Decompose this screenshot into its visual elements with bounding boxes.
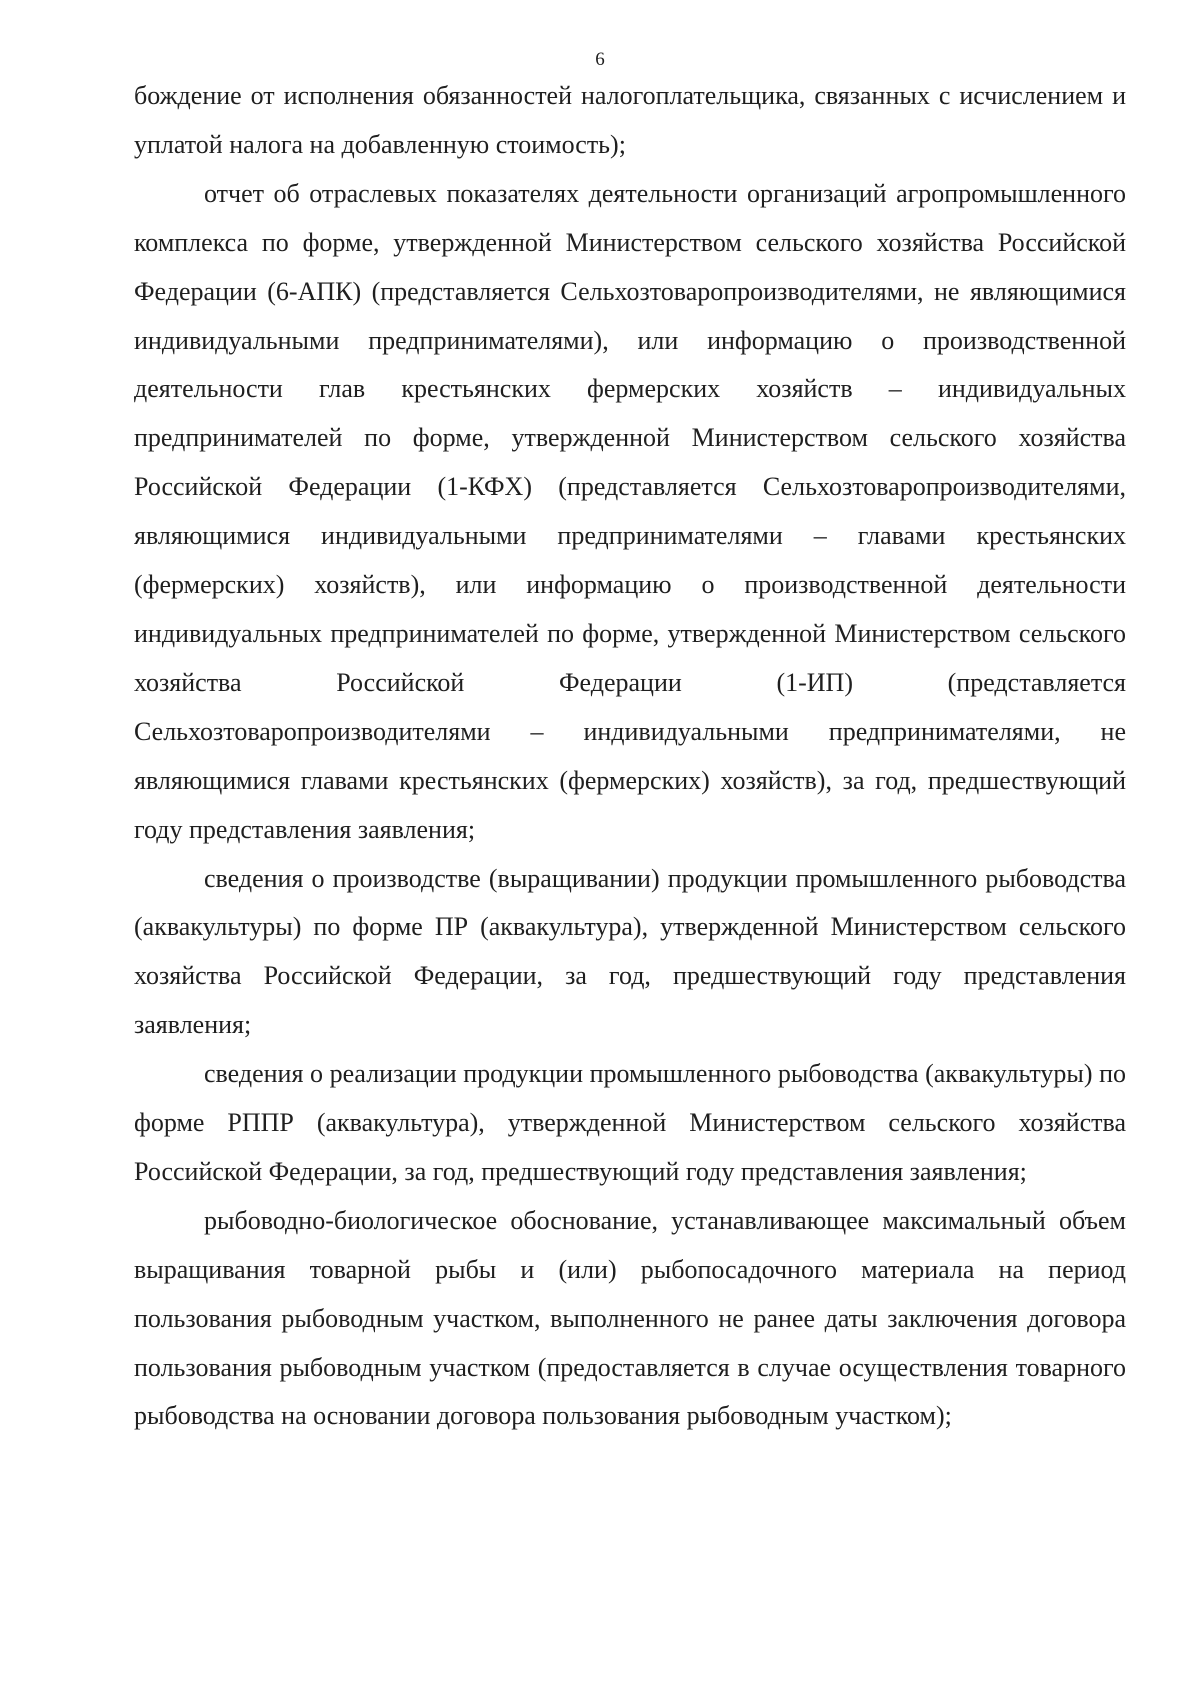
paragraph-continuation: бождение от исполнения обязанностей налогоплательщика, связанных с исчислением и уплатой налога на добавленную стоимость); [134,81,1126,159]
paragraph-industry-report: отчет об отраслевых показателях деятельности организаций агропромышленного комплекса по форме, утвержденной Министерством сельского хозяйства Российской Федерации (6-АПК) (представляется Сельхозтоваропроизводителями, не являющимися индивидуальными предпринимателями), или информацию о производственной деятельности глав крестьянских фермерских хозяйств – индивидуальных предпринимателей по форме, утвержденной Министерством сельского хозяйства Российской Федерации (1-КФХ) (представляется Сельхозтоваропроизводителями, являющимися индивидуальными предпринимателями – главами крестьянских (фермерских) хозяйств), или информацию о производственной деятельности индивидуальных предпринимателей по форме, утвержденной Министерством сельского хозяйства Российской Федерации (1-ИП) (представляется Сельхозтоваропроизводителями – индивидуальными предпринимателями, не являющимися главами крестьянских (фермерских) хозяйств), за год, предшествующий году представления заявления; [134,178,1126,844]
page-number: 6 [595,49,605,70]
paragraph-sales-info: сведения о реализации продукции промышленного рыбоводства (аквакультуры) по форме РППР (аквакультура), утвержденной Министерством сельского хозяйства Российской Федерации, за год, предшествующий году представления заявления; [134,1059,1126,1186]
paragraph-production-info: сведения о производстве (выращивании) продукции промышленного рыбоводства (аквакультуры) по форме ПР (аквакультура), утвержденной Министерством сельского хозяйства Российской Федерации, за год, предшествующий году представления заявления; [134,863,1126,1040]
document-body [134,72,1126,1441]
paragraph-biological-justification: рыбоводно-биологическое обоснование, устанавливающее максимальный объем выращивания товарной рыбы и (или) рыбопосадочного материала на период пользования рыбоводным участком, выполненного не ранее даты заключения договора пользования рыбоводным участком (предоставляется в случае осуществления товарного рыбоводства на основании договора пользования рыбоводным участком); [134,1205,1126,1431]
